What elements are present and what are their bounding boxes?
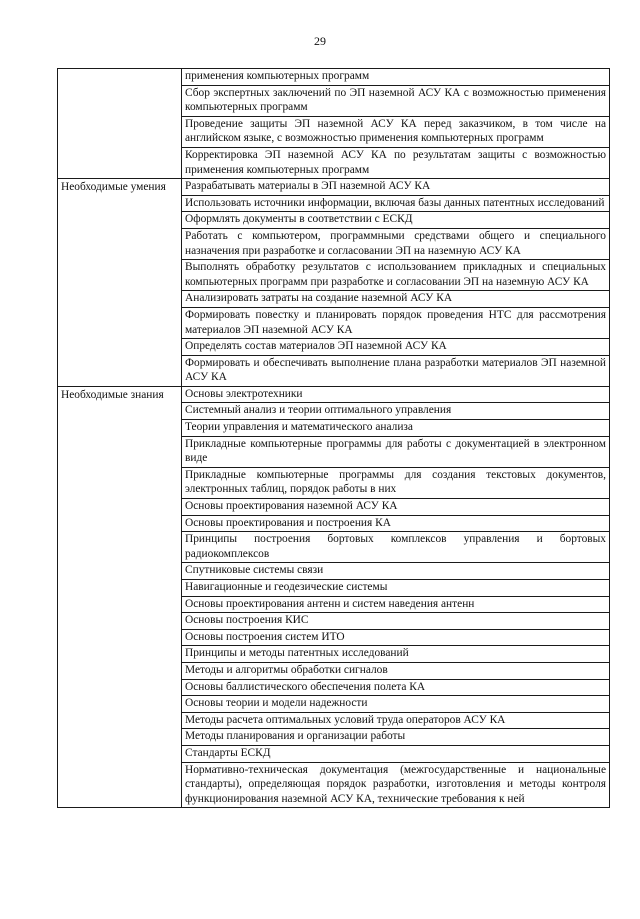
- table-row: [58, 69, 610, 86]
- requirement-item: Основы проектирования антенн и систем наведения антенн: [182, 596, 610, 613]
- requirement-item: Основы электротехники: [182, 386, 610, 403]
- requirement-item: Сбор экспертных заключений по ЭП наземной АСУ КА с возможностью применения компьютерных программ: [182, 85, 610, 116]
- requirement-item: Основы построения КИС: [182, 613, 610, 630]
- requirements-table-body: [58, 69, 610, 808]
- category-cell: [58, 179, 182, 387]
- category-cell: [58, 69, 182, 179]
- requirement-item: Прикладные компьютерные программы для работы с документацией в электронном виде: [182, 436, 610, 467]
- requirement-item: Нормативно-техническая документация (межгосударственные и национальные стандарты), определяющая порядок разработки, изготовления и методы контроля функционирования наземной АСУ КА, технические требования к ней: [182, 762, 610, 808]
- requirement-item: Корректировка ЭП наземной АСУ КА по результатам защиты с возможностью применения компьютерных программ: [182, 147, 610, 178]
- category-label: Необходимые знания: [61, 388, 164, 401]
- requirement-item: Стандарты ЕСКД: [182, 745, 610, 762]
- table-row: [58, 386, 610, 403]
- requirement-item: применения компьютерных программ: [182, 69, 610, 86]
- requirements-table: [57, 68, 610, 808]
- requirement-item: Выполнять обработку результатов с использованием прикладных и специальных компьютерных программ при разработке и согласовании ЭП на наземную АСУ КА: [182, 260, 610, 291]
- requirement-item: Проведение защиты ЭП наземной АСУ КА перед заказчиком, в том числе на английском языке, с возможностью применения компьютерных программ: [182, 116, 610, 147]
- category-cell: [58, 386, 182, 807]
- table-row: [58, 179, 610, 196]
- requirement-item: Основы построения систем ИТО: [182, 629, 610, 646]
- requirement-item: Основы проектирования наземной АСУ КА: [182, 499, 610, 516]
- requirement-item: Методы и алгоритмы обработки сигналов: [182, 662, 610, 679]
- requirement-item: Системный анализ и теории оптимального управления: [182, 403, 610, 420]
- category-label: Необходимые умения: [61, 181, 166, 194]
- requirement-item: Разрабатывать материалы в ЭП наземной АСУ КА: [182, 179, 610, 196]
- page-number: 29: [314, 34, 326, 48]
- requirement-item: Принципы и методы патентных исследований: [182, 646, 610, 663]
- requirement-item: Основы баллистического обеспечения полета КА: [182, 679, 610, 696]
- requirement-item: Теории управления и математического анализа: [182, 420, 610, 437]
- requirement-item: Спутниковые системы связи: [182, 563, 610, 580]
- requirement-item: Навигационные и геодезические системы: [182, 580, 610, 597]
- requirement-item: Анализировать затраты на создание наземной АСУ КА: [182, 291, 610, 308]
- requirement-item: Формировать повестку и планировать порядок проведения НТС для рассмотрения материалов ЭП наземной АСУ КА: [182, 307, 610, 338]
- requirement-item: Определять состав материалов ЭП наземной АСУ КА: [182, 339, 610, 356]
- requirement-item: Принципы построения бортовых комплексов управления и бортовых радиокомплексов: [182, 532, 610, 563]
- requirement-item: Использовать источники информации, включая базы данных патентных исследований: [182, 195, 610, 212]
- requirement-item: Прикладные компьютерные программы для создания текстовых документов, электронных таблиц, порядок работы в них: [182, 467, 610, 498]
- requirement-item: Основы теории и модели надежности: [182, 696, 610, 713]
- requirement-item: Работать с компьютером, программными средствами общего и специального назначения при разработке и согласовании ЭП на наземную АСУ КА: [182, 228, 610, 259]
- requirement-item: Методы планирования и организации работы: [182, 729, 610, 746]
- requirement-item: Методы расчета оптимальных условий труда операторов АСУ КА: [182, 712, 610, 729]
- requirement-item: Основы проектирования и построения КА: [182, 515, 610, 532]
- requirement-item: Оформлять документы в соответствии с ЕСКД: [182, 212, 610, 229]
- requirement-item: Формировать и обеспечивать выполнение плана разработки материалов ЭП наземной АСУ КА: [182, 355, 610, 386]
